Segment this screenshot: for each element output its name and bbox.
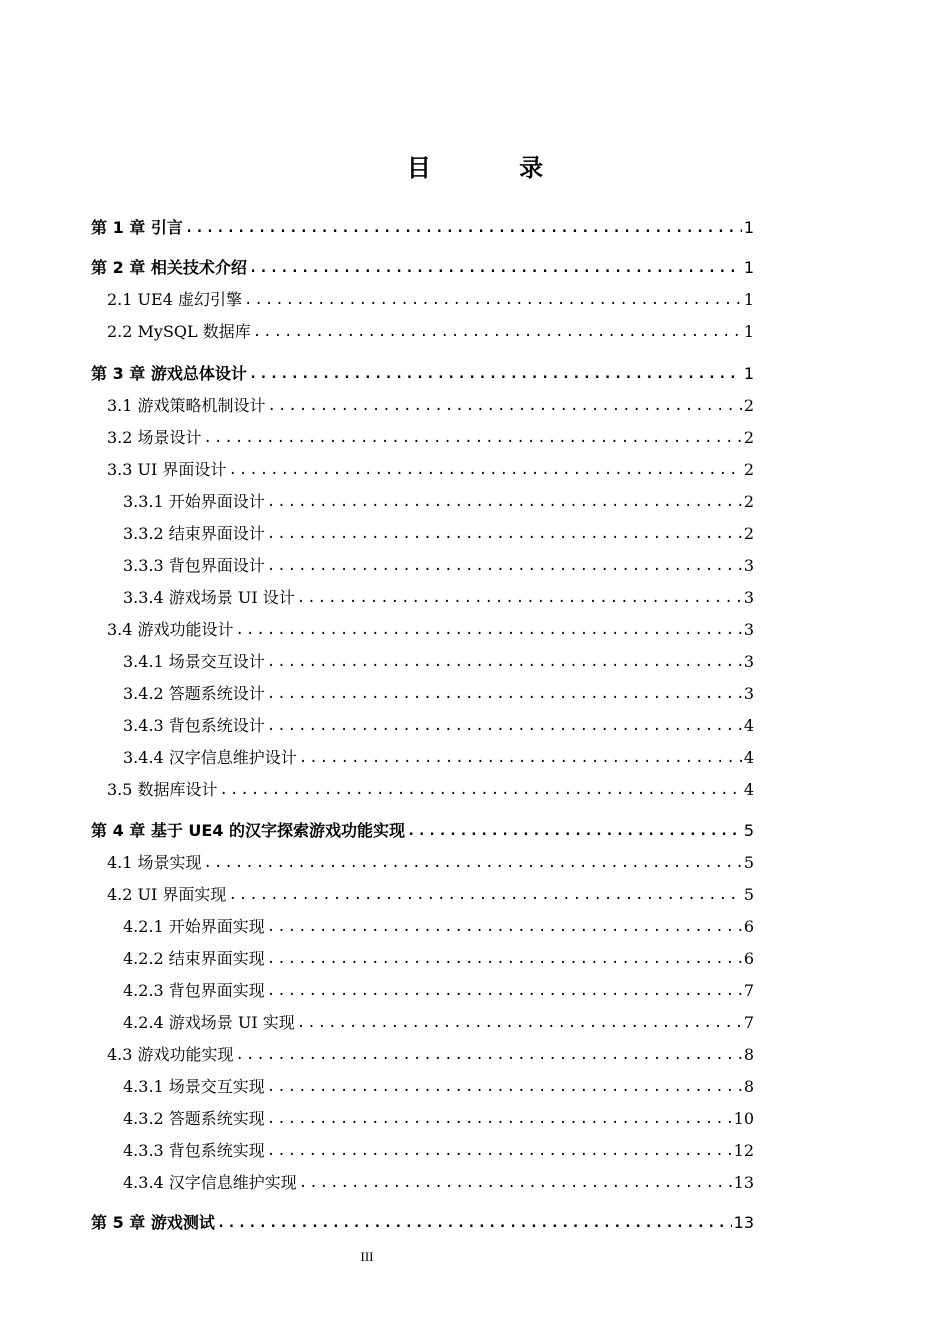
toc-dot-leader bbox=[297, 588, 742, 608]
toc-dot-leader bbox=[220, 780, 742, 800]
toc-entry-title: 3.2 场景设计 bbox=[107, 428, 202, 447]
toc-entry-title: 3.1 游戏策略机制设计 bbox=[107, 396, 266, 415]
toc-dot-leader bbox=[236, 1045, 742, 1065]
toc-dot-leader bbox=[228, 460, 741, 480]
toc-entry-title: 3.4.2 答题系统设计 bbox=[123, 684, 265, 703]
toc-entry-title: 4.3.1 场景交互实现 bbox=[123, 1077, 265, 1096]
toc-entry-page-number: 13 bbox=[733, 1173, 754, 1192]
toc-dot-leader bbox=[267, 1077, 742, 1097]
toc-entry-page-number: 3 bbox=[743, 620, 754, 639]
toc-entry-page-number: 7 bbox=[743, 1013, 754, 1032]
toc-entry-page-number: 4 bbox=[743, 748, 754, 767]
toc-entry-title: 3.4.1 场景交互设计 bbox=[123, 652, 265, 671]
toc-entry-page-number: 7 bbox=[743, 981, 754, 1000]
toc-entry[interactable] bbox=[91, 612, 754, 640]
toc-entry-page-number: 5 bbox=[743, 853, 754, 872]
toc-entry-title: 4.3 游戏功能实现 bbox=[107, 1045, 234, 1064]
toc-entry-title: 4.2.4 游戏场景 UI 实现 bbox=[123, 1013, 295, 1032]
toc-entry[interactable] bbox=[91, 388, 754, 416]
toc-dot-leader bbox=[267, 492, 742, 512]
toc-dot-leader bbox=[267, 524, 742, 544]
toc-entry[interactable] bbox=[91, 973, 754, 1001]
toc-dot-leader bbox=[204, 428, 742, 448]
toc-entry[interactable] bbox=[91, 676, 754, 704]
toc-entry-page-number: 3 bbox=[743, 684, 754, 703]
toc-dot-leader bbox=[244, 290, 742, 310]
toc-entry-page-number: 6 bbox=[743, 949, 754, 968]
toc-entry-title: 4.3.4 汉字信息维护实现 bbox=[123, 1173, 297, 1192]
toc-entry-title: 3.3 UI 界面设计 bbox=[107, 460, 227, 479]
toc-dot-leader bbox=[204, 853, 742, 873]
toc-dot-leader bbox=[217, 1213, 732, 1233]
toc-entry-page-number: 1 bbox=[743, 290, 754, 309]
toc-dot-leader bbox=[253, 322, 742, 342]
toc-entry-page-number: 5 bbox=[743, 885, 754, 904]
toc-dot-leader bbox=[267, 949, 742, 969]
toc-entry[interactable] bbox=[91, 580, 754, 608]
toc-entry-page-number: 3 bbox=[743, 556, 754, 575]
toc-dot-leader bbox=[267, 1141, 732, 1161]
toc-entry-page-number: 3 bbox=[743, 588, 754, 607]
toc-entry-title: 2.2 MySQL 数据库 bbox=[107, 322, 251, 341]
toc-entry-page-number: 2 bbox=[743, 524, 754, 543]
toc-entry[interactable] bbox=[91, 941, 754, 969]
toc-dot-leader bbox=[267, 917, 742, 937]
toc-entry-page-number: 10 bbox=[733, 1109, 754, 1128]
toc-dot-leader bbox=[267, 981, 742, 1001]
toc-entry-page-number: 4 bbox=[743, 780, 754, 799]
toc-entry[interactable] bbox=[91, 356, 754, 384]
toc-entry[interactable] bbox=[91, 1101, 754, 1129]
toc-entry-title: 3.3.2 结束界面设计 bbox=[123, 524, 265, 543]
toc-dot-leader bbox=[299, 1173, 732, 1193]
toc-entry[interactable] bbox=[91, 845, 754, 873]
toc-entry-page-number: 4 bbox=[743, 716, 754, 735]
toc-entry[interactable] bbox=[91, 314, 754, 342]
toc-entry[interactable] bbox=[91, 1133, 754, 1161]
toc-dot-leader bbox=[267, 716, 742, 736]
toc-entry[interactable] bbox=[91, 740, 754, 768]
toc-entry-page-number: 8 bbox=[743, 1077, 754, 1096]
toc-entry-title: 2.1 UE4 虚幻引擎 bbox=[107, 290, 242, 309]
toc-entry[interactable] bbox=[91, 516, 754, 544]
toc-dot-leader bbox=[267, 684, 742, 704]
toc-entry-title: 3.3.3 背包界面设计 bbox=[123, 556, 265, 575]
toc-dot-leader bbox=[297, 1013, 742, 1033]
toc-dot-leader bbox=[267, 556, 742, 576]
toc-entry-title: 第 1 章 引言 bbox=[91, 218, 183, 237]
toc-entry-title: 3.3.4 游戏场景 UI 设计 bbox=[123, 588, 295, 607]
toc-entry[interactable] bbox=[91, 1069, 754, 1097]
toc-entry-page-number: 2 bbox=[743, 492, 754, 511]
toc-entry-page-number: 2 bbox=[743, 396, 754, 415]
toc-entry[interactable] bbox=[91, 1205, 754, 1233]
toc-entry[interactable] bbox=[91, 813, 754, 841]
toc-entry-page-number: 8 bbox=[743, 1045, 754, 1064]
toc-entry-page-number: 6 bbox=[743, 917, 754, 936]
toc-entry-title: 4.2.3 背包界面实现 bbox=[123, 981, 265, 1000]
toc-entry-title: 4.3.2 答题系统实现 bbox=[123, 1109, 265, 1128]
toc-entry-title: 3.3.1 开始界面设计 bbox=[123, 492, 265, 511]
toc-entry[interactable] bbox=[91, 708, 754, 736]
toc-entry-title: 第 4 章 基于 UE4 的汉字探索游戏功能实现 bbox=[91, 821, 406, 840]
toc-entry-title: 4.1 场景实现 bbox=[107, 853, 202, 872]
toc-entry-title: 3.5 数据库设计 bbox=[107, 780, 218, 799]
toc-entry-title: 4.2.2 结束界面实现 bbox=[123, 949, 265, 968]
toc-entry-page-number: 1 bbox=[743, 322, 754, 341]
toc-entry[interactable] bbox=[91, 772, 754, 800]
toc-dot-leader bbox=[407, 821, 742, 841]
toc-entry-title: 第 5 章 游戏测试 bbox=[91, 1213, 215, 1232]
toc-dot-leader bbox=[249, 258, 742, 278]
toc-entry-title: 3.4.3 背包系统设计 bbox=[123, 716, 265, 735]
toc-entry-page-number: 12 bbox=[733, 1141, 754, 1160]
toc-entry[interactable] bbox=[91, 1165, 754, 1193]
toc-entry[interactable] bbox=[91, 1037, 754, 1065]
toc-dot-leader bbox=[299, 748, 742, 768]
toc-entry[interactable] bbox=[91, 250, 754, 278]
toc-dot-leader bbox=[228, 885, 741, 905]
toc-entry[interactable] bbox=[91, 548, 754, 576]
toc-entry-page-number: 1 bbox=[743, 258, 754, 277]
toc-entry-page-number: 2 bbox=[743, 428, 754, 447]
toc-entry[interactable] bbox=[91, 452, 754, 480]
page-title: 目 录 bbox=[406, 154, 584, 182]
toc-entry[interactable] bbox=[91, 1005, 754, 1033]
toc-entry[interactable] bbox=[91, 210, 754, 238]
toc-entry[interactable] bbox=[91, 282, 754, 310]
toc-dot-leader bbox=[185, 218, 742, 238]
toc-entry-title: 4.2 UI 界面实现 bbox=[107, 885, 227, 904]
toc-dot-leader bbox=[268, 396, 742, 416]
toc-entry-page-number: 3 bbox=[743, 652, 754, 671]
toc-entry[interactable] bbox=[91, 484, 754, 512]
toc-entry[interactable] bbox=[91, 909, 754, 937]
toc-entry-page-number: 1 bbox=[743, 364, 754, 383]
toc-entry-page-number: 13 bbox=[733, 1213, 754, 1232]
page-number-footer: III bbox=[360, 1249, 374, 1264]
toc-entry-page-number: 2 bbox=[743, 460, 754, 479]
toc-entry-title: 第 3 章 游戏总体设计 bbox=[91, 364, 247, 383]
toc-dot-leader bbox=[249, 364, 742, 384]
toc-dot-leader bbox=[267, 652, 742, 672]
toc-entry-page-number: 1 bbox=[743, 218, 754, 237]
toc-entry-title: 第 2 章 相关技术介绍 bbox=[91, 258, 247, 277]
toc-entry[interactable] bbox=[91, 420, 754, 448]
toc-entry-page-number: 5 bbox=[743, 821, 754, 840]
toc-dot-leader bbox=[267, 1109, 732, 1129]
toc-entry[interactable] bbox=[91, 644, 754, 672]
toc-entry[interactable] bbox=[91, 877, 754, 905]
toc-entry-title: 4.3.3 背包系统实现 bbox=[123, 1141, 265, 1160]
toc-entry-title: 3.4.4 汉字信息维护设计 bbox=[123, 748, 297, 767]
toc-entry-title: 3.4 游戏功能设计 bbox=[107, 620, 234, 639]
toc-dot-leader bbox=[236, 620, 742, 640]
toc-entry-title: 4.2.1 开始界面实现 bbox=[123, 917, 265, 936]
